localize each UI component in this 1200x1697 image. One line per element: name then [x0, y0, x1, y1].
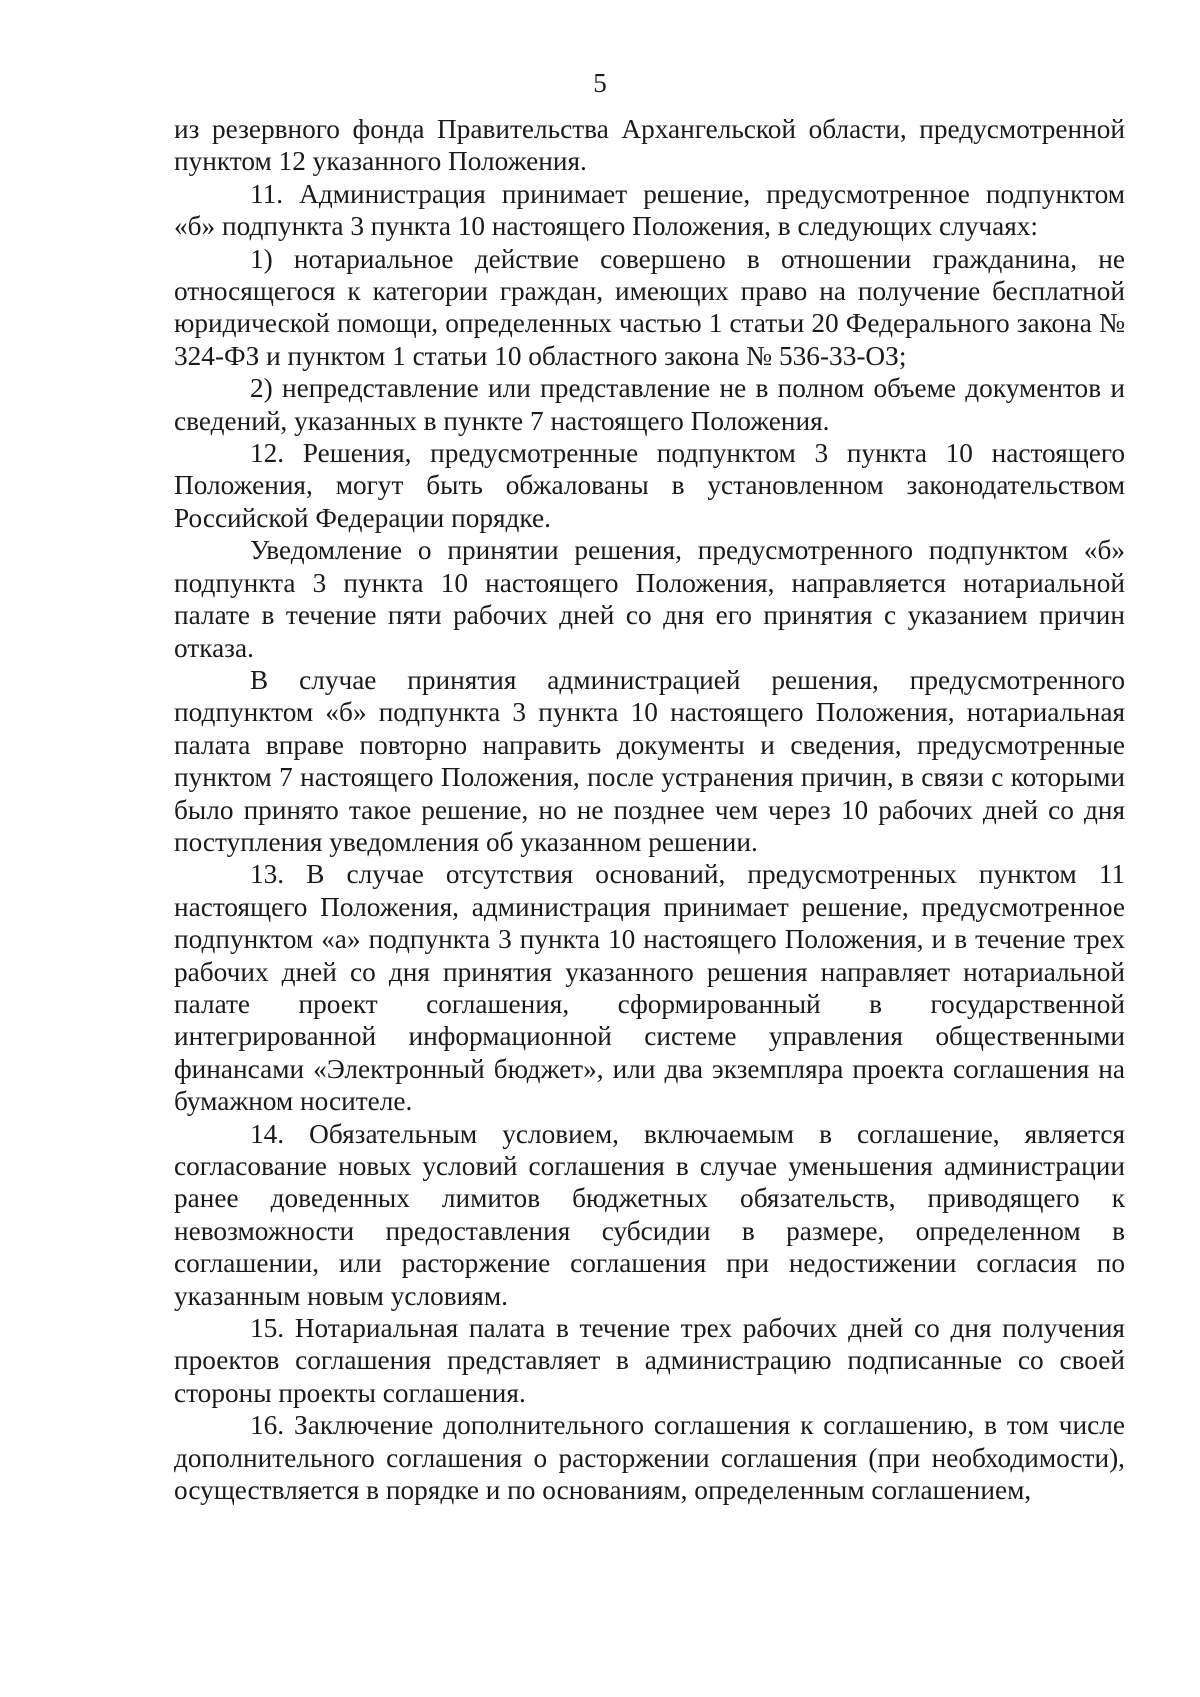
paragraph-notice: Уведомление о принятии решения, предусмотренного подпунктом «б» подпункта 3 пункта 10 настоящего Положения, направляется нотариальной палате в течение пяти рабочих дней со дня его принятия с указанием причин отказа. [174, 535, 1125, 663]
paragraph-item-12: 12. Решения, предусмотренные подпунктом 3 пункта 10 настоящего Положения, могут быть обжалованы в установленном законодательством Российской Федерации порядке. [174, 438, 1125, 533]
paragraph-item-15: 15. Нотариальная палата в течение трех рабочих дней со дня получения проектов соглашения представляет в администрацию подписанные со своей стороны проекты соглашения. [174, 1313, 1125, 1408]
document-body [174, 113, 1125, 1506]
paragraph-continuation: из резервного фонда Правительства Архангельской области, предусмотренной пунктом 12 указанного Положения. [174, 114, 1125, 177]
paragraph-item-13: 13. В случае отсутствия оснований, предусмотренных пунктом 11 настоящего Положения, администрация принимает решение, предусмотренное подпунктом «а» подпункта 3 пункта 10 настоящего Положения, и в течение трех рабочих дней со дня принятия указанного решения направляет нотариальной палате проект соглашения, сформированный в государственной интегрированной информационной системе управления общественными финансами «Электронный бюджет», или два экземпляра проекта соглашения на бумажном носителе. [174, 859, 1125, 1117]
paragraph-item-16: 16. Заключение дополнительного соглашения к соглашению, в том числе дополнительного соглашения о расторжении соглашения (при необходимости), осуществляется в порядке и по основаниям, определенным соглашением, [174, 1410, 1125, 1506]
page-number: 5 [593, 68, 607, 98]
paragraph-resubmission: В случае принятия администрацией решения, предусмотренного подпунктом «б» подпункта 3 пункта 10 настоящего Положения, нотариальная палата вправе повторно направить документы и сведения, предусмотренные пунктом 7 настоящего Положения, после устранения причин, в связи с которыми было принято такое решение, но не позднее чем через 10 рабочих дней со дня поступления уведомления об указанном решении. [174, 664, 1125, 857]
paragraph-subitem-1: 1) нотариальное действие совершено в отношении гражданина, не относящегося к категории граждан, имеющих право на получение бесплатной юридической помощи, определенных частью 1 статьи 20 Федерального закона № 324-ФЗ и пунктом 1 статьи 10 областного закона № 536-33-ОЗ; [174, 243, 1125, 371]
paragraph-item-11: 11. Администрация принимает решение, предусмотренное подпунктом «б» подпункта 3 пункта 10 настоящего Положения, в следующих случаях: [174, 178, 1125, 242]
paragraph-item-14: 14. Обязательным условием, включаемым в соглашение, является согласование новых условий соглашения в случае уменьшения администрации ранее доведенных лимитов бюджетных обязательств, приводящего к невозможности предоставления субсидии в размере, определенном в соглашении, или расторжение соглашения при недостижении согласия по указанным новым условиям. [174, 1118, 1125, 1311]
paragraph-subitem-2: 2) непредставление или представление не в полном объеме документов и сведений, указанных в пункте 7 настоящего Положения. [174, 373, 1125, 436]
